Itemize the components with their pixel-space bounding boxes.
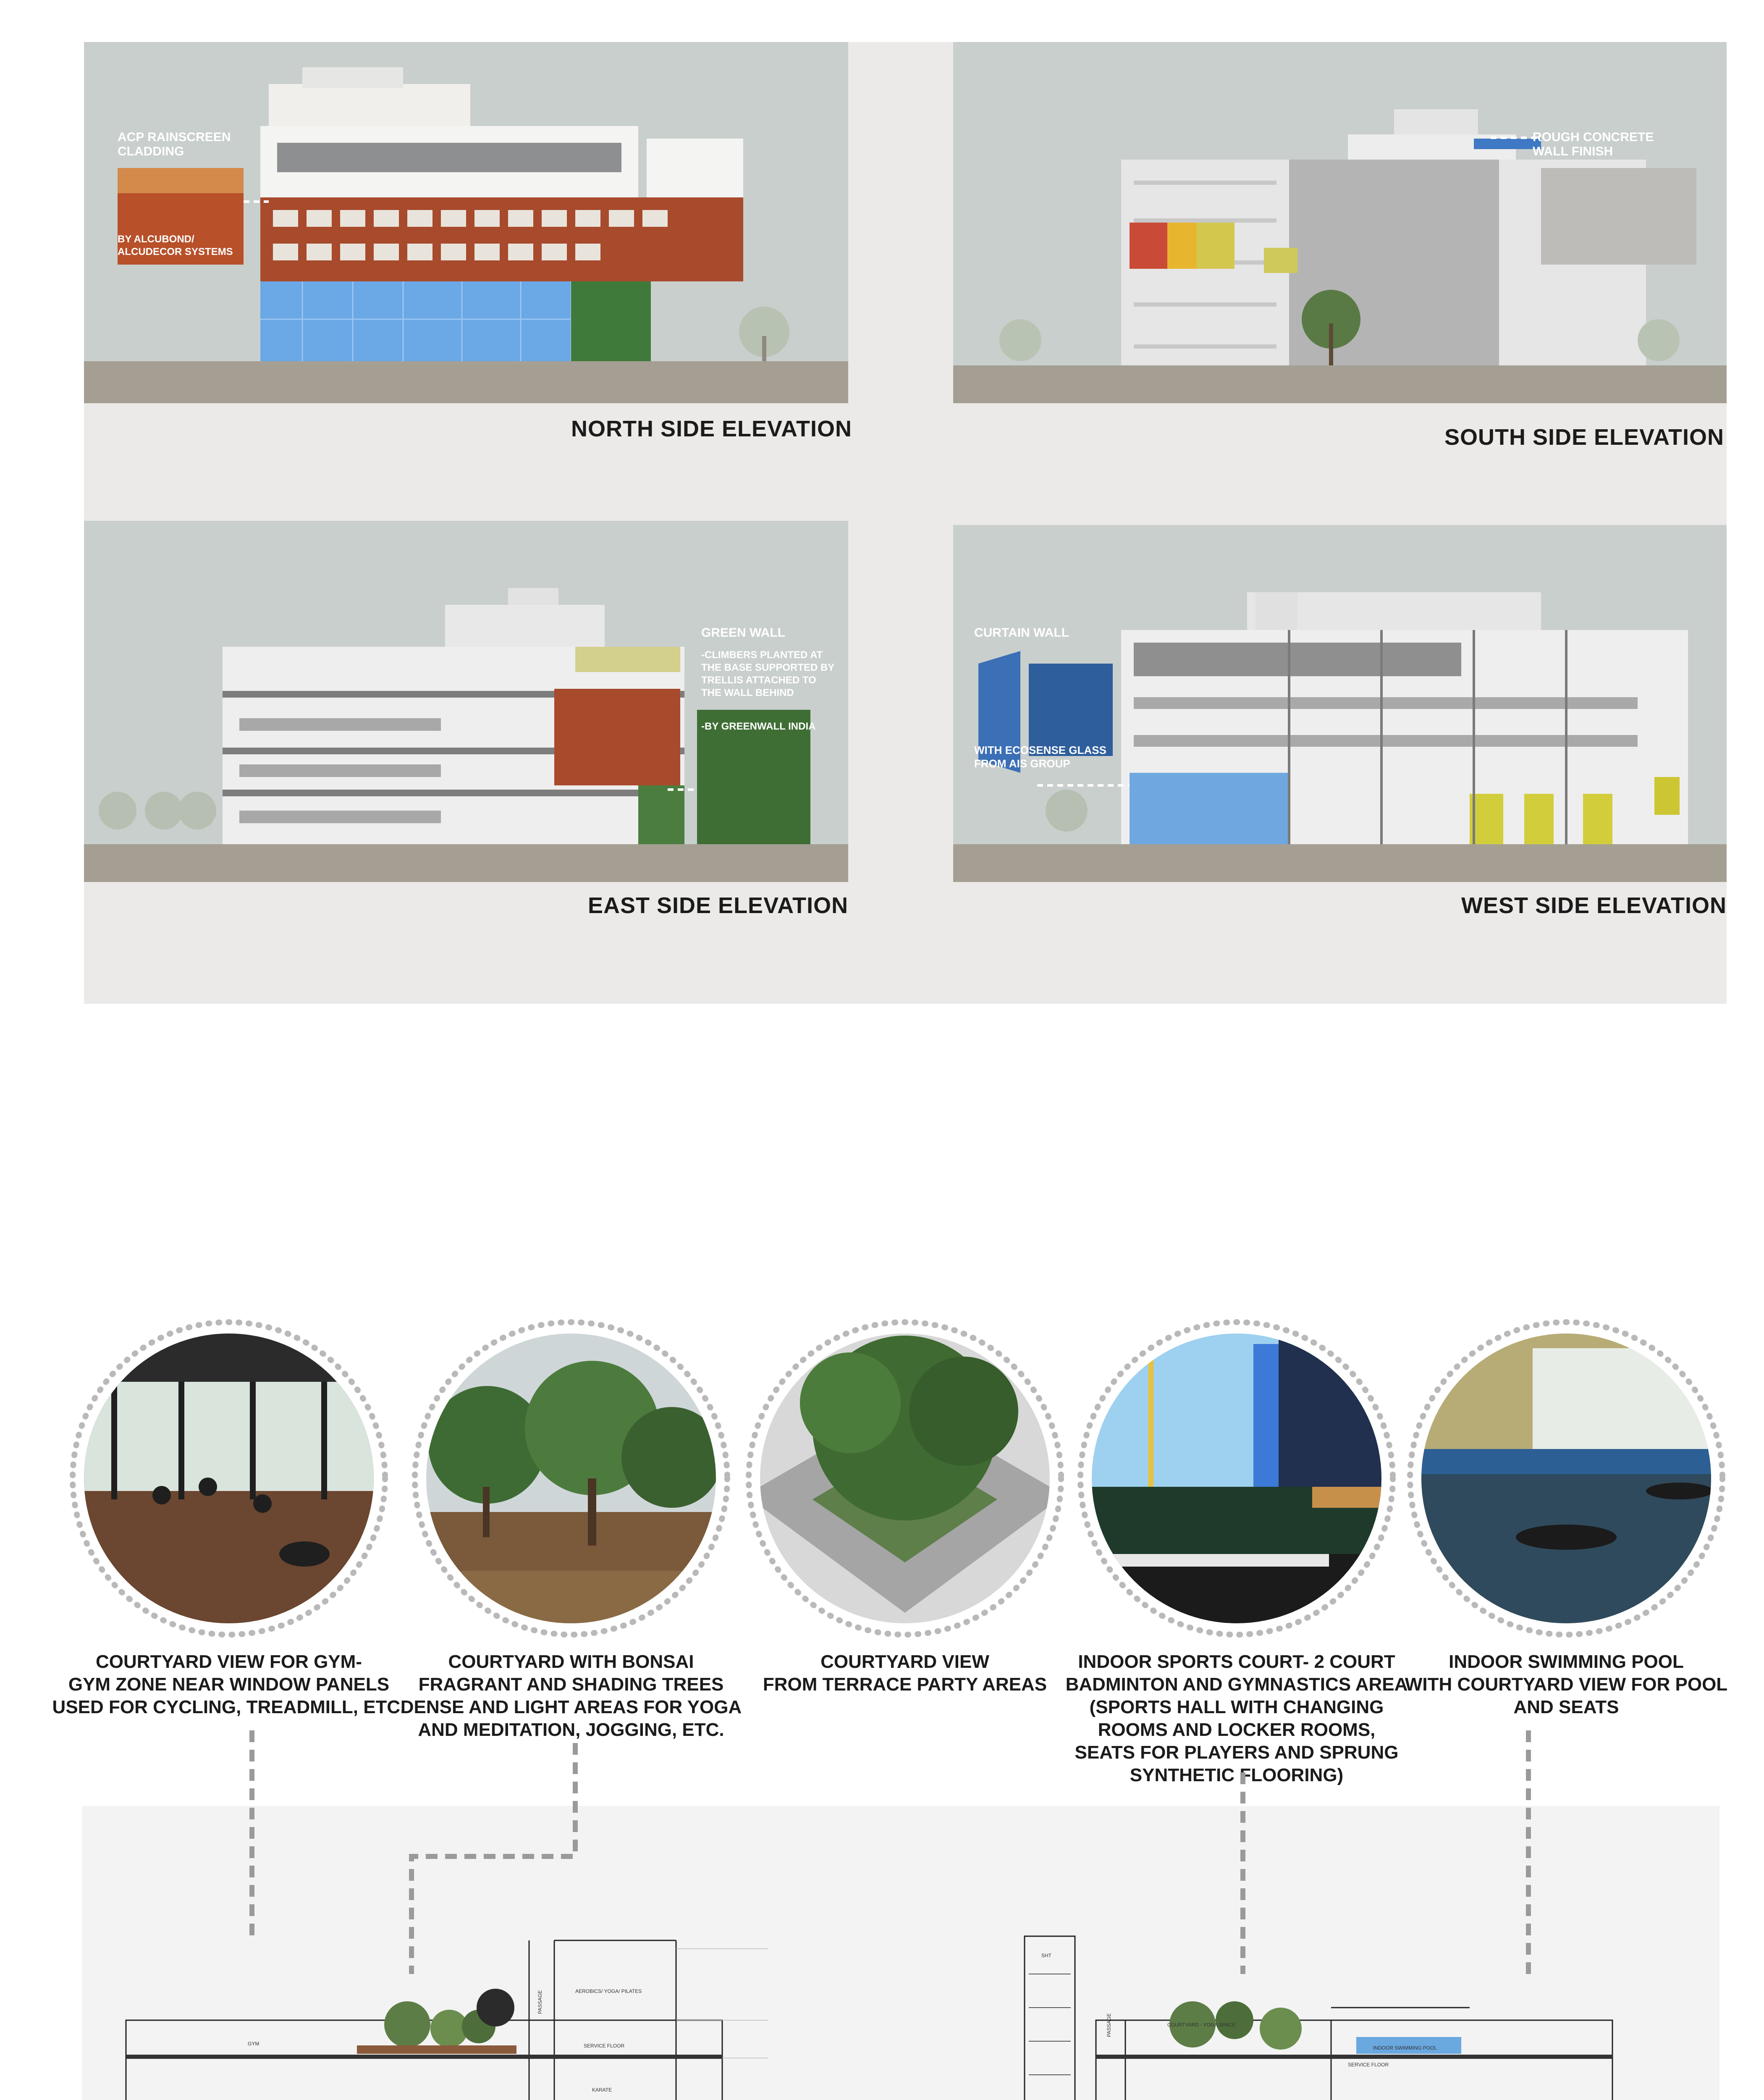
west-note-title: CURTAIN WALL [974, 626, 1069, 640]
section-aa-labels [80, 1882, 802, 2100]
north-elevation-title: NORTH SIDE ELEVATION [571, 416, 852, 441]
east-note-sub: -CLIMBERS PLANTED AT THE BASE SUPPORTED BY TRELLIS ATTACHED TO THE WALL BEHIND [701, 649, 835, 698]
south-elevation-title: SOUTH SIDE ELEVATION [1444, 425, 1725, 450]
bb-room-passage: PASSAGE [1106, 2013, 1112, 2037]
aa-room-aerobics: AEROBICS/ YOGA/ PILATES [575, 1988, 642, 1994]
bb-room-courtyard: COURTYARD - YOGA SPACE [1167, 2022, 1236, 2028]
west-elevation-title: WEST SIDE ELEVATION [1461, 893, 1727, 918]
bb-room-shaft: SHT [1041, 1953, 1051, 1958]
east-elevation-title: EAST SIDE ELEVATION [588, 893, 849, 918]
section-bb-labels [873, 1882, 1654, 2100]
view-caption-bonsai: COURTYARD WITH BONSAI FRAGRANT AND SHADING TREES DENSE AND LIGHT AREAS FOR YOGA AND MEDITATION, JOGGING, ETC. [400, 1651, 742, 1740]
bb-room-service: SERVICE FLOOR [1348, 2062, 1389, 2068]
aa-room-karate: KARATE [592, 2087, 612, 2093]
view-caption-sports: INDOOR SPORTS COURT- 2 COURT BADMINTON AND GYMNASTICS AREA (SPORTS HALL WITH CHANGING ROOMS AND LOCKER ROOMS, SEATS FOR PLAYERS AND SPRUNG SYNTHETIC FLOORING) [1065, 1651, 1408, 1785]
view-caption-gym: COURTYARD VIEW FOR GYM- GYM ZONE NEAR WINDOW PANELS USED FOR CYCLING, TREADMILL, ETC. [52, 1651, 406, 1717]
north-note-title: ACP RAINSCREEN CLADDING [118, 130, 231, 158]
west-note-sub: WITH ECOSENSE GLASS FROM AIS GROUP [974, 744, 1106, 770]
aa-room-gym: GYM [248, 2041, 259, 2047]
south-note-title: ROUGH CONCRETE WALL FINISH [1533, 130, 1654, 158]
aa-room-service: SERVICE FLOOR [584, 2043, 625, 2049]
bb-room-pool: INDOOR SWIMMING POOL [1373, 2045, 1437, 2051]
east-note-title: GREEN WALL [701, 626, 785, 640]
north-note-sub: BY ALCUBOND/ ALCUDECOR SYSTEMS [118, 234, 233, 257]
view-caption-terrace: COURTYARD VIEW FROM TERRACE PARTY AREAS [763, 1651, 1047, 1695]
view-caption-pool: INDOOR SWIMMING POOL WITH COURTYARD VIEW FOR POOL AND SEATS [1405, 1651, 1728, 1717]
aa-room-passage: PASSAGE [537, 1990, 543, 2014]
east-note-by: -BY GREENWALL INDIA [701, 721, 816, 732]
